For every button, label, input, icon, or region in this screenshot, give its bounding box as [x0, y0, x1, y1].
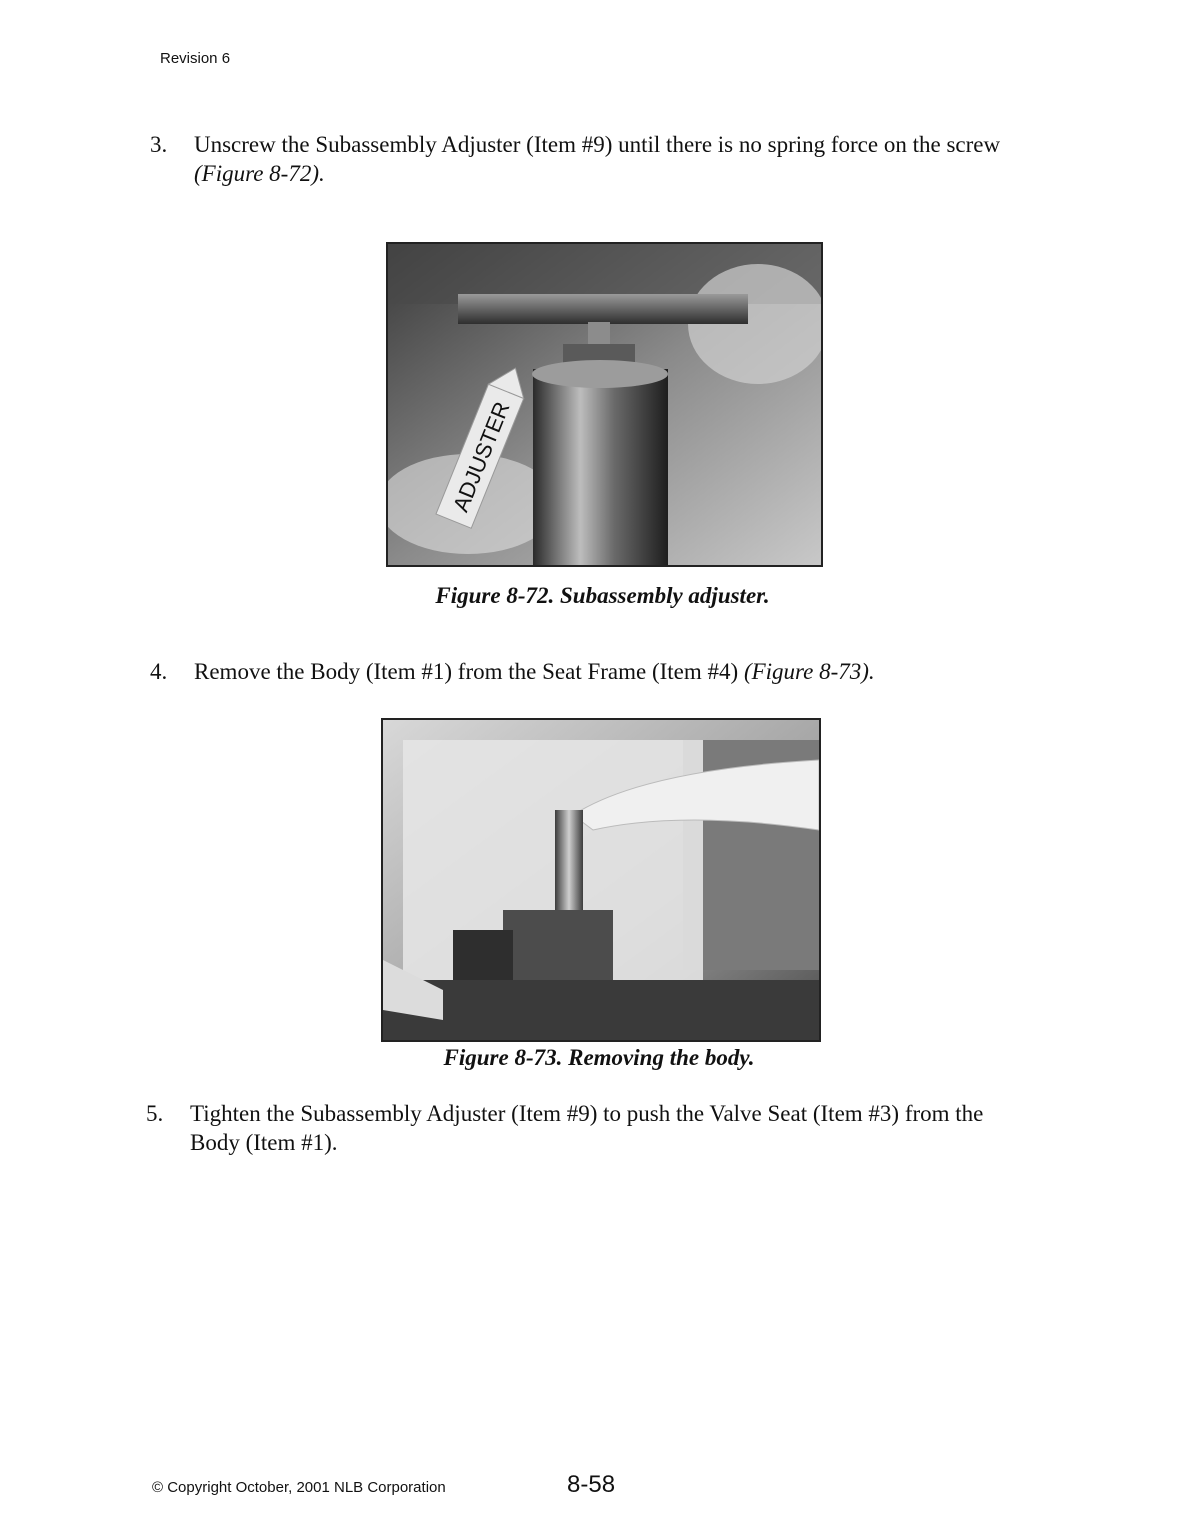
- copyright-notice: © Copyright October, 2001 NLB Corporation: [152, 1479, 446, 1496]
- adjuster-label: ADJUSTER: [447, 398, 515, 516]
- step-4: [150, 658, 1050, 688]
- figure-8-72-photo: [386, 242, 823, 567]
- step-number: 3.: [150, 132, 168, 157]
- figure-reference: (Figure 8-72).: [194, 161, 325, 186]
- revision-label: Revision 6: [160, 50, 231, 67]
- figure-reference: (Figure 8-73).: [743, 659, 875, 684]
- step-5: [146, 1100, 1046, 1160]
- step-text-continued: Body (Item #1).: [190, 1130, 338, 1155]
- step-number: 5.: [146, 1101, 164, 1126]
- figure-8-73-caption: Figure 8-73. Removing the body.: [443, 1045, 755, 1070]
- step-text: Unscrew the Subassembly Adjuster (Item #9) until there is no spring force on the screw: [194, 132, 1001, 157]
- figure-8-72-caption: Figure 8-72. Subassembly adjuster.: [435, 583, 770, 608]
- adjuster-photo-illustration: [388, 244, 821, 565]
- removing-body-photo-illustration: [383, 720, 819, 1040]
- page-number: 8-58: [567, 1471, 616, 1498]
- figure-8-73-photo: [381, 718, 821, 1042]
- step-text: Tighten the Subassembly Adjuster (Item #9) to push the Valve Seat (Item #3) from the: [190, 1101, 984, 1126]
- step-3: [150, 131, 1050, 191]
- step-number: 4.: [150, 659, 168, 684]
- step-text: Remove the Body (Item #1) from the Seat Frame (Item #4): [194, 659, 739, 684]
